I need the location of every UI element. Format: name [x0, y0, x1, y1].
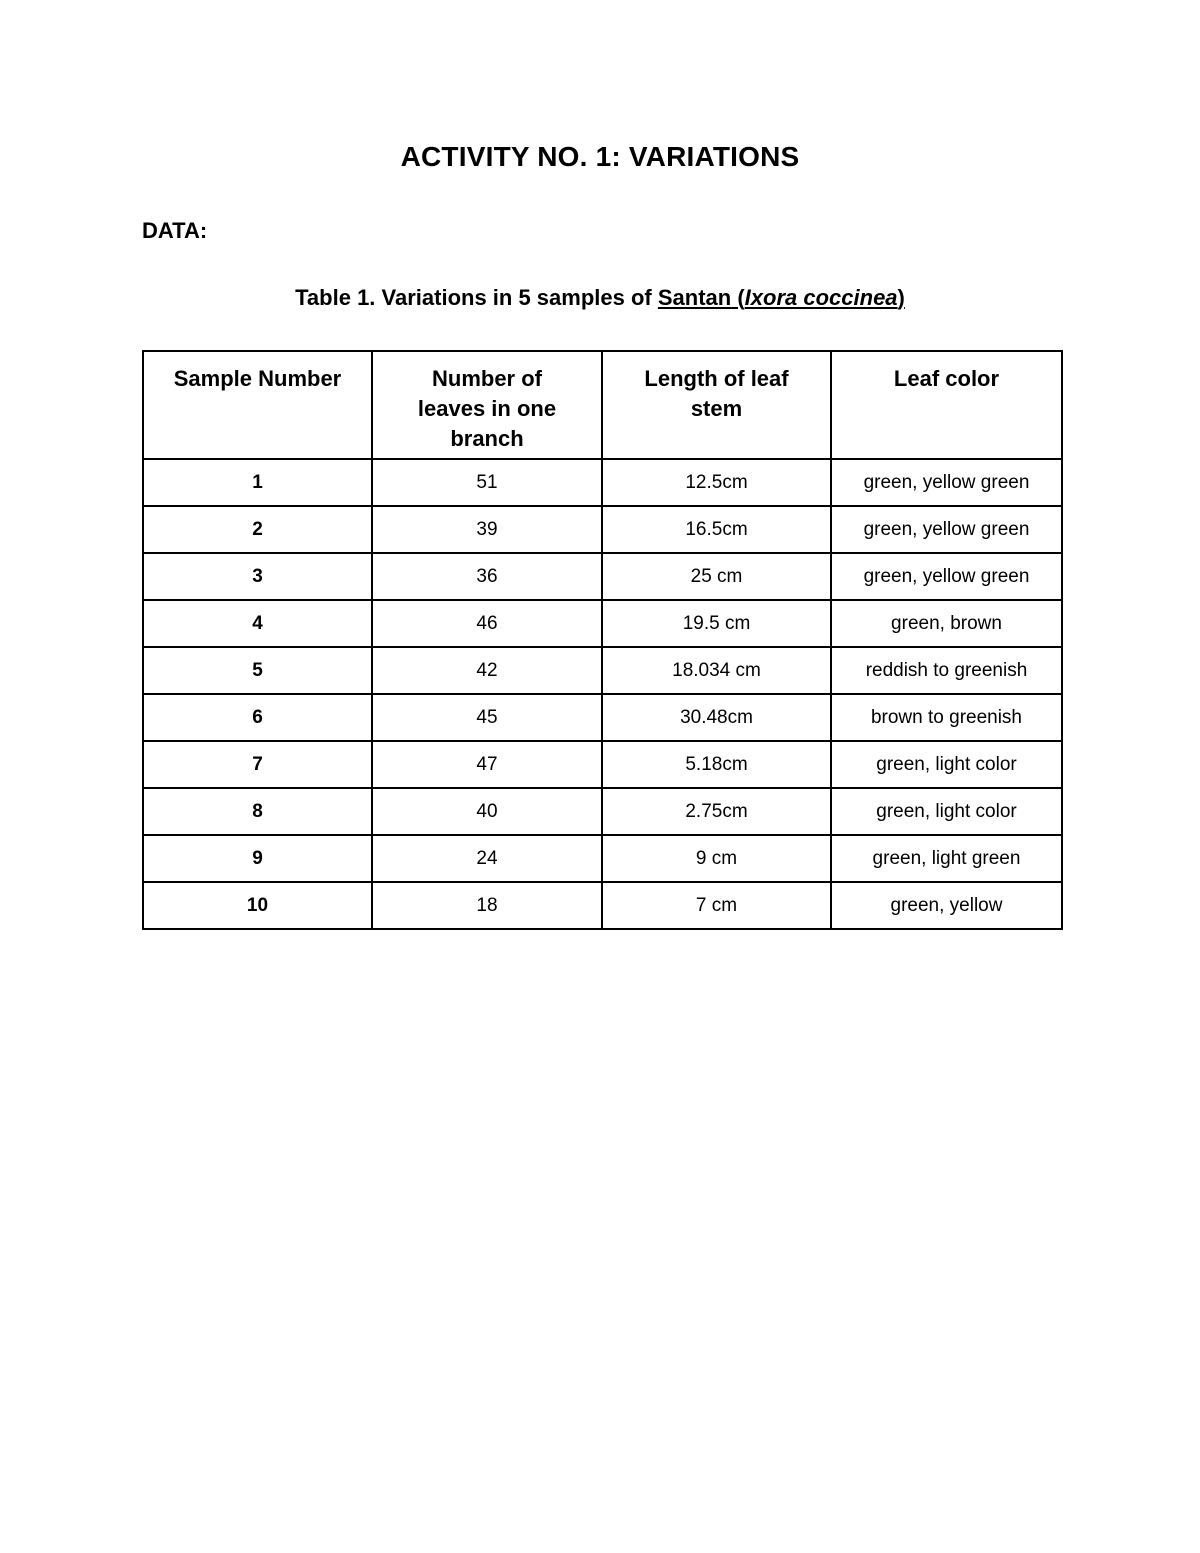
table-row [143, 694, 1062, 741]
caption-prefix: Table 1. Variations in 5 samples of [295, 285, 658, 310]
table-row [143, 506, 1062, 553]
cell-length: 12.5cm [602, 459, 831, 506]
cell-sample: 8 [143, 788, 372, 835]
variations-table [142, 350, 1063, 930]
cell-length: 2.75cm [602, 788, 831, 835]
header-leaf-color: Leaf color [831, 351, 1062, 459]
cell-sample: 9 [143, 835, 372, 882]
cell-length: 25 cm [602, 553, 831, 600]
table-row [143, 741, 1062, 788]
table-row [143, 600, 1062, 647]
cell-leaves: 42 [372, 647, 602, 694]
header-number-of-leaves: Number of leaves in one branch [372, 351, 602, 459]
cell-length: 18.034 cm [602, 647, 831, 694]
cell-leaves: 18 [372, 882, 602, 929]
table-row [143, 647, 1062, 694]
cell-length: 9 cm [602, 835, 831, 882]
cell-leaves: 39 [372, 506, 602, 553]
cell-color: green, light green [831, 835, 1062, 882]
cell-length: 5.18cm [602, 741, 831, 788]
table-row [143, 835, 1062, 882]
cell-color: green, brown [831, 600, 1062, 647]
cell-sample: 3 [143, 553, 372, 600]
cell-length: 30.48cm [602, 694, 831, 741]
cell-sample: 2 [143, 506, 372, 553]
header-sample-number: Sample Number [143, 351, 372, 459]
table-row [143, 788, 1062, 835]
header-length-of-leaf-stem: Length of leaf stem [602, 351, 831, 459]
cell-sample: 5 [143, 647, 372, 694]
cell-length: 16.5cm [602, 506, 831, 553]
cell-length: 7 cm [602, 882, 831, 929]
cell-leaves: 46 [372, 600, 602, 647]
cell-color: brown to greenish [831, 694, 1062, 741]
caption-common-name: Santan (Ixora coccinea) [657, 285, 905, 310]
cell-leaves: 51 [372, 459, 602, 506]
cell-length: 19.5 cm [602, 600, 831, 647]
section-label: DATA: [142, 218, 208, 243]
cell-leaves: 36 [372, 553, 602, 600]
table-caption [0, 285, 1200, 311]
cell-color: green, yellow [831, 882, 1062, 929]
table-header-row [143, 351, 1062, 459]
table-row [143, 459, 1062, 506]
caption-scientific-name: Ixora coccinea [744, 285, 898, 310]
cell-sample: 10 [143, 882, 372, 929]
cell-sample: 7 [143, 741, 372, 788]
page-title: ACTIVITY NO. 1: VARIATIONS [400, 141, 800, 172]
cell-color: green, light color [831, 741, 1062, 788]
cell-color: green, yellow green [831, 553, 1062, 600]
cell-color: reddish to greenish [831, 647, 1062, 694]
table-row [143, 553, 1062, 600]
cell-color: green, light color [831, 788, 1062, 835]
cell-sample: 1 [143, 459, 372, 506]
cell-leaves: 40 [372, 788, 602, 835]
cell-sample: 4 [143, 600, 372, 647]
cell-leaves: 47 [372, 741, 602, 788]
cell-leaves: 45 [372, 694, 602, 741]
table-row [143, 882, 1062, 929]
cell-sample: 6 [143, 694, 372, 741]
cell-color: green, yellow green [831, 506, 1062, 553]
cell-leaves: 24 [372, 835, 602, 882]
cell-color: green, yellow green [831, 459, 1062, 506]
